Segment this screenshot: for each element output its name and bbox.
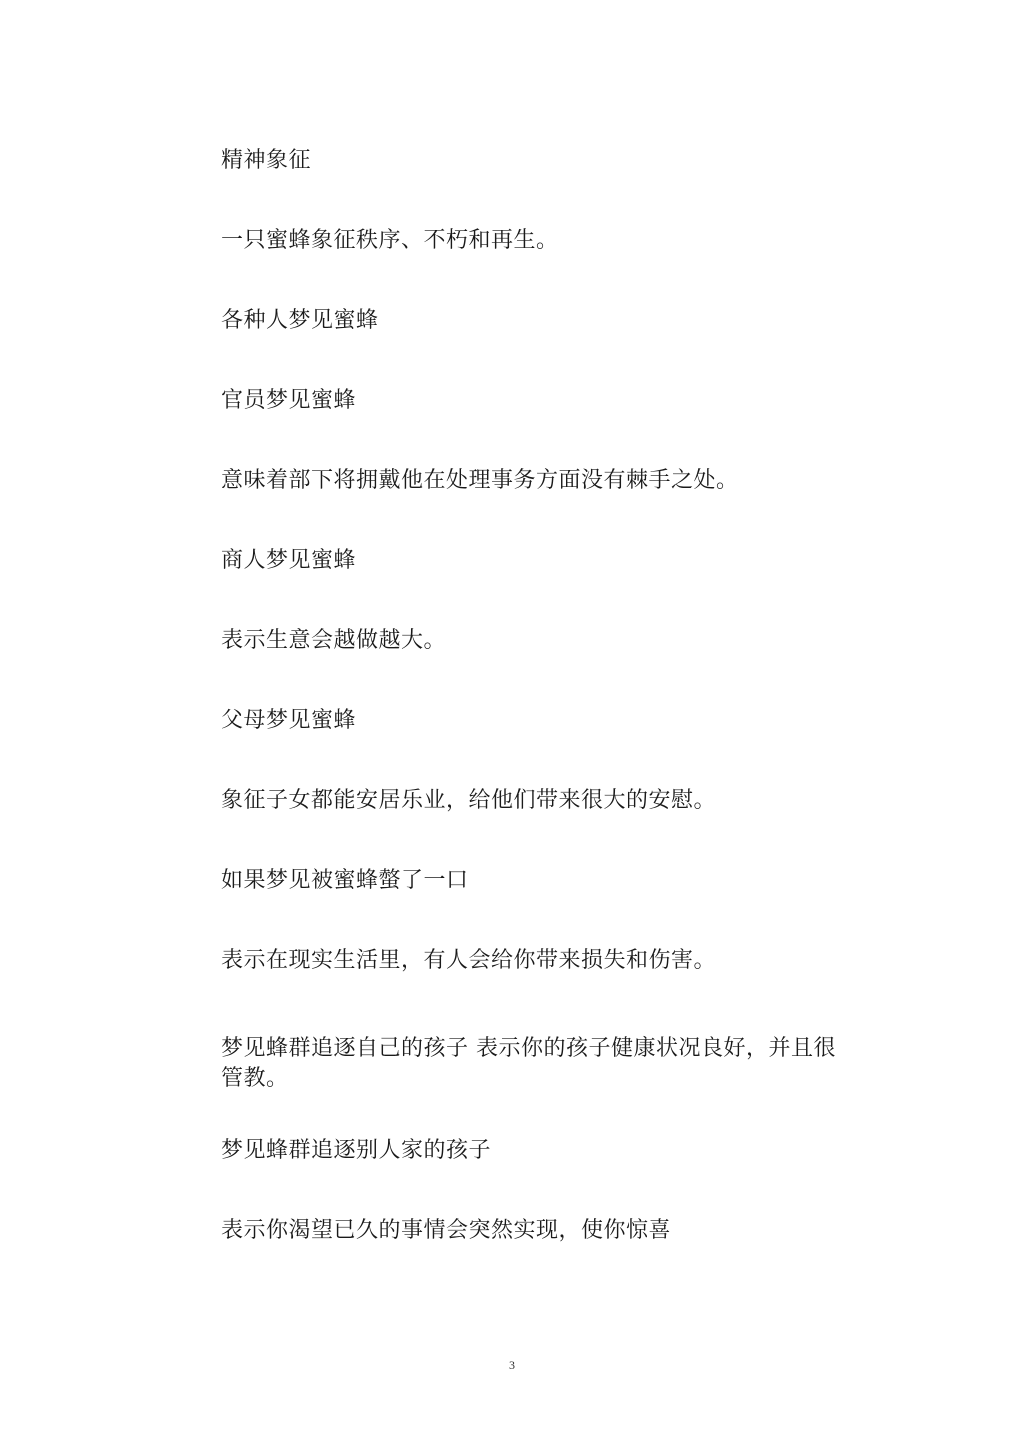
paragraph-text: 意味着部下将拥戴他在处理事务方面没有棘手之处。: [221, 468, 739, 493]
section-heading-various-people: 各种人梦见蜜蜂: [221, 308, 379, 333]
paragraph-text: 梦见蜂群追逐自己的孩子 表示你的孩子健康状况良好，并且很管教。: [221, 1036, 836, 1091]
paragraph-text: 表示生意会越做越大。: [221, 628, 447, 653]
subheading-official: 官员梦见蜜蜂: [221, 388, 357, 413]
subheading-merchant: 商人梦见蜜蜂: [221, 548, 357, 573]
subheading-stung: 如果梦见被蜜蜂螫了一口: [221, 868, 469, 893]
paragraph-text: 表示在现实生活里，有人会给你带来损失和伤害。: [221, 948, 717, 973]
page-number: 3: [509, 1358, 515, 1372]
subheading-others-children: 梦见蜂群追逐别人家的孩子: [221, 1138, 492, 1163]
section-heading-spiritual-symbol: 精神象征: [221, 148, 312, 173]
paragraph-text: 表示你渴望已久的事情会突然实现，使你惊喜: [221, 1218, 672, 1243]
paragraph-text: 一只蜜蜂象征秩序、不朽和再生。: [221, 228, 559, 253]
paragraph-text: 象征子女都能安居乐业，给他们带来很大的安慰。: [221, 788, 717, 813]
subheading-parents: 父母梦见蜜蜂: [221, 708, 357, 733]
